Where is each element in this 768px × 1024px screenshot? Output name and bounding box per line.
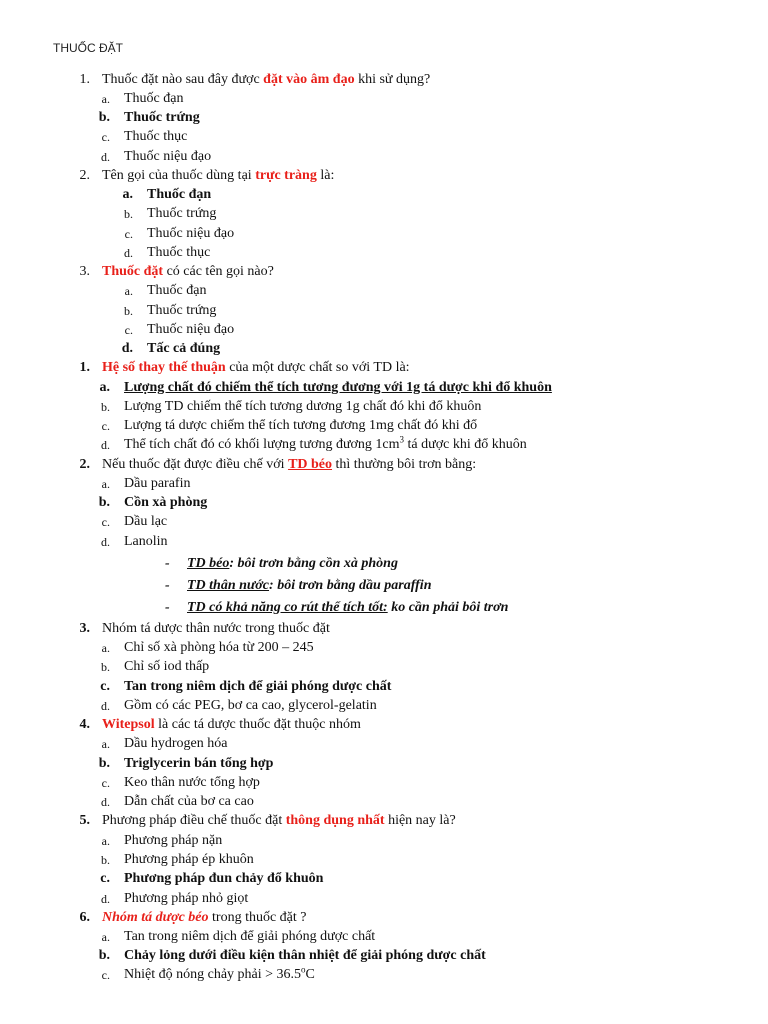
option-text-correct: Lượng chất đó chiếm thể tích tương đương với 1g tá dược khi đổ khuôn <box>124 380 552 395</box>
option-text: Dầu lạc <box>124 514 168 529</box>
option-text: Phương pháp nhỏ giọt <box>124 891 249 906</box>
highlight: Nhóm tá dược béo <box>102 910 209 925</box>
option-text: Thuốc trứng <box>147 303 217 318</box>
option-letter: b. <box>98 495 110 510</box>
option-text-correct: Cồn xà phòng <box>124 495 208 510</box>
option-text: Lanolin <box>124 534 168 549</box>
option-text: Dẫn chất của bơ ca cao <box>124 794 254 809</box>
highlight: trực tràng <box>255 168 317 183</box>
option-text: Chỉ số iod thấp <box>124 659 210 674</box>
option-text: Lượng TD chiếm thể tích tương dương 1g chất đó khi đổ khuôn <box>124 399 482 414</box>
question-text: Nhóm tá dược béo trong thuốc đặt ? <box>102 910 307 925</box>
option-text: Nhiệt độ nóng chảy phải > $36.5^oC$ <box>124 964 315 982</box>
option-letter: d. <box>124 246 133 260</box>
option-letter: b. <box>101 660 110 674</box>
option-letter: d. <box>101 795 110 809</box>
document-title: THUỐC ĐẶT <box>53 41 123 55</box>
option-letter: b. <box>124 304 133 318</box>
note-line: TD có khả năng co rút thể tích tốt: ko cần phải bôi trơn <box>187 600 509 615</box>
question-number: 5. <box>79 813 90 828</box>
option-text: Thuốc đạn <box>124 91 184 106</box>
option-letter: c. <box>101 130 110 144</box>
question-text: Nếu thuốc đặt được điều chế với TD béo thì thường bôi trơn bằng: <box>102 457 477 472</box>
option-letter: b. <box>98 110 110 125</box>
option-letter: d. <box>101 535 110 549</box>
option-letter: a. <box>101 641 110 655</box>
option-letter: d. <box>101 438 110 452</box>
option-letter: a. <box>101 477 110 491</box>
option-letter: d. <box>101 150 110 164</box>
option-letter: c. <box>101 419 110 433</box>
option-letter: c. <box>101 776 110 790</box>
question-text: Tên gọi của thuốc dùng tại trực tràng là: <box>102 168 335 183</box>
option-text: Thuốc trứng <box>147 206 217 221</box>
question-number: 2. <box>79 457 90 472</box>
option-letter: c. <box>100 679 110 694</box>
option-letter: c. <box>101 968 110 982</box>
option-text: Thuốc niệu đạo <box>124 149 212 164</box>
option-text: Chỉ số xà phòng hóa từ 200 – 245 <box>124 640 314 655</box>
option-letter: b. <box>98 756 110 771</box>
question-number: 6. <box>79 910 90 925</box>
highlight: thông dụng nhất <box>285 813 385 828</box>
option-letter: c. <box>124 227 133 241</box>
highlight: Witepsol <box>102 717 155 732</box>
option-letter: a. <box>101 930 110 944</box>
question-number: 1. <box>79 72 90 87</box>
option-letter: a. <box>124 284 133 298</box>
option-letter: b. <box>98 948 110 963</box>
option-letter: b. <box>101 400 110 414</box>
option-text: Thể tích chất đó có khối lượng tương đương $1cm^3$ tá dược khi đổ khuôn <box>124 434 527 452</box>
option-text: Dầu hydrogen hóa <box>124 736 228 751</box>
highlight: đặt vào âm đạo <box>263 72 355 87</box>
highlight: Thuốc đặt <box>102 264 164 279</box>
option-letter: a. <box>101 737 110 751</box>
highlight: Hệ số thay thế thuận <box>102 360 226 375</box>
option-letter: a. <box>122 187 133 202</box>
note-bullet: - <box>165 578 170 593</box>
option-letter: d. <box>101 892 110 906</box>
option-text: Thuốc thục <box>147 245 211 260</box>
option-text-correct: Thuốc đạn <box>147 187 212 202</box>
option-text: Phương pháp ép khuôn <box>124 852 254 867</box>
option-text: Thuốc niệu đạo <box>147 226 235 241</box>
option-letter: a. <box>101 92 110 106</box>
option-text-correct: Thuốc trứng <box>124 110 200 125</box>
question-number: 4. <box>79 717 90 732</box>
question-text: Nhóm tá dược thân nước trong thuốc đặt <box>102 621 330 636</box>
option-text: Tan trong niêm dịch để giải phóng dược chất <box>124 929 376 944</box>
option-text: Lượng tá dược chiếm thể tích tương đương 1mg chất đó khi đổ <box>124 418 478 433</box>
option-text: Keo thân nước tổng hợp <box>124 775 260 790</box>
option-letter: b. <box>124 207 133 221</box>
option-letter: c. <box>100 871 110 886</box>
option-text: Gồm có các PEG, bơ ca cao, glycerol-gelatin <box>124 698 377 713</box>
option-letter: b. <box>101 853 110 867</box>
option-text: Thuốc niệu đạo <box>147 322 235 337</box>
question-number: 1. <box>79 360 90 375</box>
option-letter: c. <box>124 323 133 337</box>
option-text: Thuốc thục <box>124 129 188 144</box>
highlight: TD béo <box>288 457 333 472</box>
note-line: TD thân nước: bôi trơn bằng dầu paraffin <box>187 578 432 593</box>
question-text: Thuốc đặt nào sau đây được đặt vào âm đạo khi sử dụng? <box>102 72 431 87</box>
question-text: Thuốc đặt có các tên gọi nào? <box>102 264 274 279</box>
option-letter: a. <box>101 834 110 848</box>
option-letter: c. <box>101 515 110 529</box>
question-text: Hệ số thay thế thuận của một dược chất so với TD là: <box>102 360 410 375</box>
option-text: Dầu parafin <box>124 476 191 491</box>
option-text-correct: Tan trong niêm dịch để giải phóng dược chất <box>124 679 392 694</box>
option-text: Phương pháp nặn <box>124 833 223 848</box>
option-letter: d. <box>101 699 110 713</box>
option-text: Thuốc đạn <box>147 283 207 298</box>
question-number: 3. <box>79 621 90 636</box>
question-number: 2. <box>79 168 90 183</box>
option-text-correct: Phương pháp đun chảy đổ khuôn <box>124 871 324 886</box>
option-text-correct: Chảy lỏng dưới điều kiện thân nhiệt để giải phóng dược chất <box>124 948 486 963</box>
note-line: TD béo: bôi trơn bằng cồn xà phòng <box>187 556 398 571</box>
question-text: Phương pháp điều chế thuốc đặt thông dụng nhất hiện nay là? <box>102 813 456 828</box>
note-bullet: - <box>165 556 170 571</box>
option-text-correct: Triglycerin bán tổng hợp <box>124 756 274 771</box>
question-text: Witepsol là các tá dược thuốc đặt thuộc nhóm <box>102 717 361 732</box>
option-letter: d. <box>121 341 133 356</box>
note-bullet: - <box>165 600 170 615</box>
option-text-correct: Tấc cả đúng <box>147 341 221 356</box>
option-letter: a. <box>99 380 110 395</box>
question-number: 3. <box>79 264 90 279</box>
